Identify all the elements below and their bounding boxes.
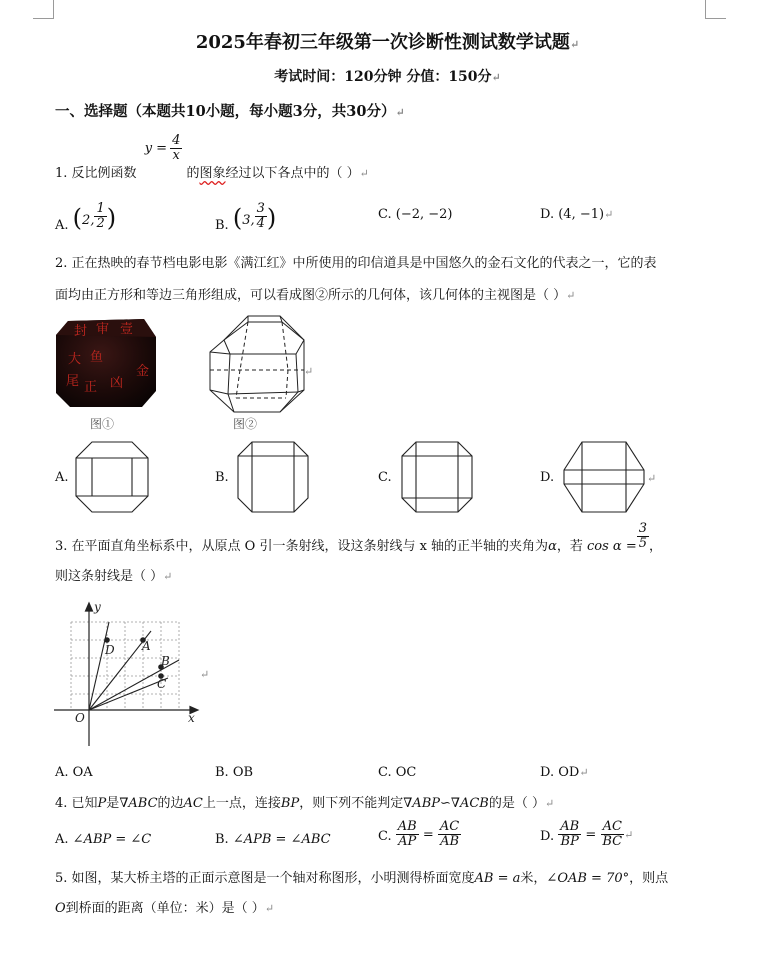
exam-info: 考试时间：120分钟 分值：150分↵ xyxy=(274,69,501,85)
q4-option-a[interactable]: A. ∠ABP = ∠C xyxy=(55,832,152,847)
svg-text:C: C xyxy=(157,677,167,691)
q2-option-d-label[interactable]: D. xyxy=(540,470,555,485)
svg-text:尾: 尾 xyxy=(66,374,80,389)
q2-return-mark: ↵ xyxy=(647,472,657,485)
q1-option-d[interactable]: D. (4, −1)↵ xyxy=(540,207,614,222)
question-2-line-1: 2. 正在热映的春节档电影电影《满江红》中所使用的印信道具是中国悠久的金石文化的代表之一，它的表 xyxy=(55,256,657,271)
q4-option-c[interactable]: C. $\frac{AB}{AP}$ = $\frac{AC}{AB}$ xyxy=(378,819,460,850)
question-4-stem: 4. 已知P是∇ABC的边AC上一点，连接BP，则下列不能判定∇ABP∽∇ACB的是（ ）↵ xyxy=(55,796,555,811)
q1-option-a[interactable]: A. (2, $\frac{1}{2}$ ) xyxy=(55,200,117,233)
fig1-caption: 图① xyxy=(90,417,115,431)
svg-text:B: B xyxy=(161,654,170,668)
page-title: 2025年春初三年级第一次诊断性测试数学试题↵ xyxy=(195,32,580,53)
fig-return-mark: ↵ xyxy=(304,365,314,378)
svg-text:A: A xyxy=(142,639,151,653)
svg-text:正: 正 xyxy=(84,380,98,395)
question-1-stem: 1. 反比例函数 y = $\frac{4}{x}$ 的图象经过以下各点中的（ ）↵ xyxy=(55,133,369,182)
question-5-line-1: 5. 如图，某大桥主塔的正面示意图是一个轴对称图形，小明测得桥面宽度AB = a米，∠OAB = 70°，则点 xyxy=(55,871,669,886)
svg-text:金: 金 xyxy=(136,364,150,379)
question-3-line-1: 3. 在平面直角坐标系中，从原点 O 引一条射线，设这条射线与 x 轴的正半轴的夹角为α，若 cos α = $\frac{3}{5}$ ， xyxy=(55,521,663,555)
q3-option-b[interactable]: B. OB xyxy=(215,765,254,780)
q4-option-b[interactable]: B. ∠APB = ∠ABC xyxy=(215,832,331,847)
q1-option-b[interactable]: B. (3, $\frac{3}{4}$ ) xyxy=(215,200,277,233)
svg-text:D: D xyxy=(105,643,115,657)
q2-option-b-figure[interactable] xyxy=(236,440,310,518)
corner-mark-right xyxy=(705,0,726,19)
q2-option-c-figure[interactable] xyxy=(400,440,474,518)
seal-photo xyxy=(54,315,158,409)
polyhedron-figure xyxy=(200,312,320,414)
q1-y-equals: y = xyxy=(144,141,168,157)
q1-option-c[interactable]: C. (−2, −2) xyxy=(378,207,453,222)
svg-text:壹: 壹 xyxy=(120,322,134,337)
q2-option-c-label[interactable]: C. xyxy=(378,470,392,485)
q4-option-d[interactable]: D. $\frac{AB}{BP}$ = $\frac{AC}{BC}$ ↵ xyxy=(540,819,634,850)
svg-text:O: O xyxy=(75,711,85,725)
fig2-caption: 图② xyxy=(233,417,258,431)
q3-fig-return-mark: ↵ xyxy=(200,668,210,681)
question-5-line-2: O到桥面的距离（单位：米）是（ ）↵ xyxy=(55,901,275,916)
q2-option-a-figure[interactable] xyxy=(72,440,152,518)
q3-option-d[interactable]: D. OD↵ xyxy=(540,765,589,780)
svg-text:大: 大 xyxy=(68,352,82,367)
question-2-line-2: 面均由正方形和等边三角形组成，可以看成图②所示的几何体，该几何体的主视图是（ ）↵ xyxy=(55,288,576,303)
question-3-line-2: 则这条射线是（ ）↵ xyxy=(55,569,173,584)
q3-option-c[interactable]: C. OC xyxy=(378,765,417,780)
q3-option-a[interactable]: A. OA xyxy=(55,765,93,780)
coordinate-grid-figure xyxy=(50,598,210,748)
q1-fraction: $\frac{4}{x}$ xyxy=(172,133,181,164)
svg-text:鱼: 鱼 xyxy=(90,350,104,365)
section-heading: 一、选择题（本题共10小题，每小题3分，共30分）↵ xyxy=(55,103,405,120)
q2-option-a-label[interactable]: A. xyxy=(55,470,69,485)
svg-text:x: x xyxy=(188,711,195,725)
q2-option-d-figure[interactable] xyxy=(562,440,646,518)
corner-mark-left xyxy=(33,0,54,19)
svg-text:审: 审 xyxy=(96,322,110,337)
svg-text:y: y xyxy=(94,600,101,614)
svg-text:封: 封 xyxy=(74,324,88,339)
q2-option-b-label[interactable]: B. xyxy=(215,470,229,485)
svg-text:凶: 凶 xyxy=(110,376,124,391)
